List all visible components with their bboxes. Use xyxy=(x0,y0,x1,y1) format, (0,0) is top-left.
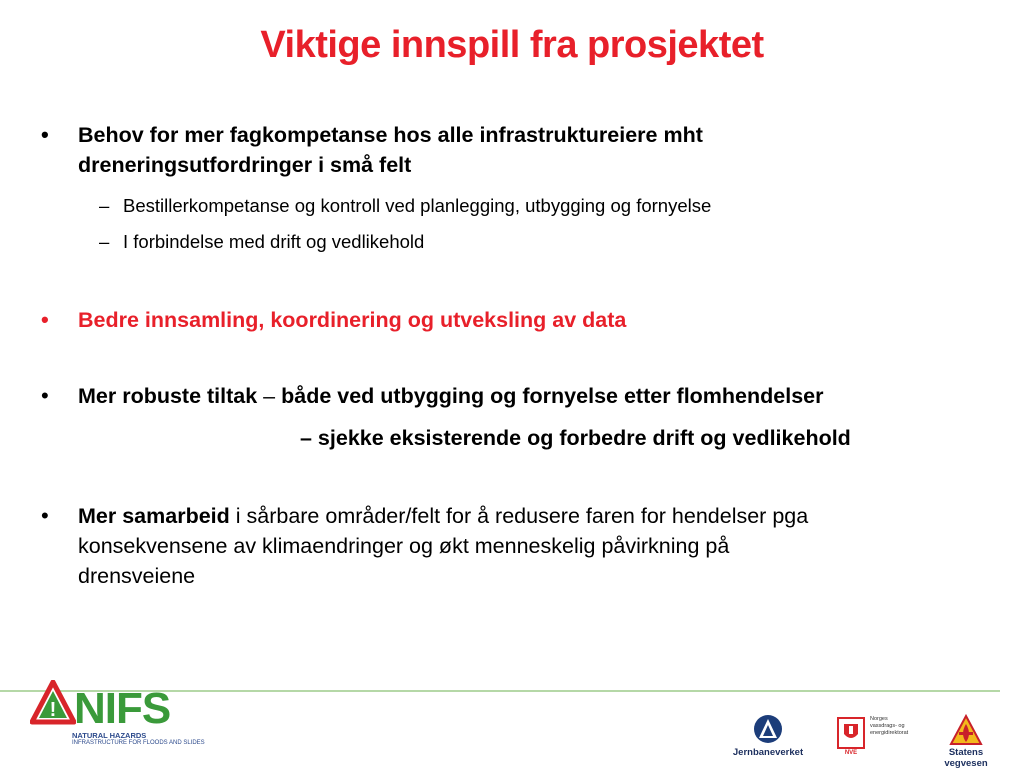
bullet-item-3 xyxy=(41,381,824,411)
jernbaneverket-emblem-icon xyxy=(753,714,783,746)
warning-triangle-icon xyxy=(30,680,76,726)
bullet-4-line-3: drensveiene xyxy=(78,564,196,588)
bullet-3-continuation: – sjekke eksisterende og forbedre drift og vedlikehold xyxy=(300,426,851,450)
nve-crest-icon xyxy=(836,716,866,756)
bullet-item-1 xyxy=(41,120,703,180)
statens-vegvesen-label: Statens vegvesen xyxy=(944,747,988,768)
bullet-marker: • xyxy=(41,307,49,332)
sub-bullet-text: I forbindelse med drift og vedlikehold xyxy=(123,231,425,252)
jernbaneverket-logo xyxy=(728,712,808,760)
sub-bullet-1-2 xyxy=(99,229,425,255)
statens-vegvesen-logo xyxy=(926,712,1006,768)
bullet-item-2 xyxy=(41,305,627,335)
nifs-logo xyxy=(30,676,205,756)
nifs-subtitle: NATURAL HAZARDS xyxy=(72,731,147,740)
sub-bullet-text: Bestillerkompetanse og kontroll ved planlegging, utbygging og fornyelse xyxy=(123,195,712,216)
bullet-marker: • xyxy=(41,122,49,147)
sub-bullet-1-1 xyxy=(99,193,712,219)
nifs-tagline: INFRASTRUCTURE FOR FLOODS AND SLIDES xyxy=(72,740,205,746)
bullet-marker: • xyxy=(41,503,49,528)
bullet-3-rest: både ved utbygging og fornyelse etter flomhendelser xyxy=(281,384,824,408)
slide-title: Viktige innspill fra prosjektet xyxy=(260,24,764,66)
bullet-1-line-1: Behov for mer fagkompetanse hos alle infrastruktureiere mht xyxy=(78,123,703,147)
jernbaneverket-label: Jernbaneverket xyxy=(732,747,804,758)
bullet-4-line-2: konsekvensene av klimaendringer og økt menneskelig påvirkning på xyxy=(78,534,730,558)
nve-label: Norges vassdrags- og energidirektorat xyxy=(870,716,909,736)
sub-bullet-marker: – xyxy=(99,195,110,216)
bullet-3-bold: Mer robuste tiltak xyxy=(78,384,258,408)
nve-abbr: NVE xyxy=(844,750,858,756)
bullet-4-line-1: i sårbare områder/felt for å redusere faren for hendelser pga xyxy=(229,504,809,528)
nve-logo xyxy=(836,714,909,760)
bullet-2-text: Bedre innsamling, koordinering og utveksling av data xyxy=(78,308,627,332)
bullet-marker: • xyxy=(41,383,49,408)
bullet-1-line-2: dreneringsutfordringer i små felt xyxy=(78,153,412,177)
vegvesen-emblem-icon xyxy=(949,714,983,746)
warning-mark: ! xyxy=(49,699,57,721)
bullet-item-4 xyxy=(41,501,809,591)
bullet-3-dash: – xyxy=(257,384,282,408)
sub-bullet-marker: – xyxy=(99,231,110,252)
bullet-4-bold: Mer samarbeid xyxy=(78,504,230,528)
nifs-wordmark: NIFS xyxy=(74,684,171,733)
